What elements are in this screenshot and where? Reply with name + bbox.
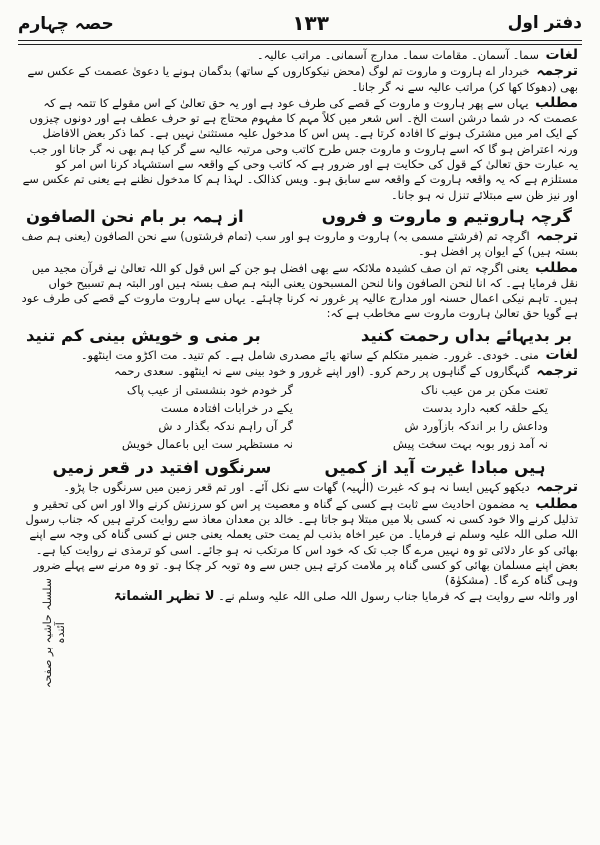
paragraph-text: خبردار اے ہاروت و ماروت تم لوگ (محض نیکوکاروں کے ساتھ) بدگمان ہونے یا دعویٰ عصمت کے عکس سے بھی (دھوکا کھا کر) مراتب عالیہ سے نہ گر جانا۔ [27,64,578,94]
paragraph-matlab [20,261,578,322]
couplet-block [56,381,548,453]
page-body [20,48,578,839]
paragraph-lead: ترجمہ [536,479,578,496]
paragraph-matlab [20,497,578,589]
couplet-hemistich: نہ آمد زور بوبہ بہت سخت پیش [392,437,548,452]
header-rule [18,40,582,41]
paragraph-text: یہاں سے پھر ہاروت و ماروت کے قصے کی طرف عود ہے اور یہ حق تعالیٰ کے اس مقولے کا تتمہ ہے کہ عصمت کہ در شما درشن است الخ۔ اس شعر میں کلاً مہم کا مفہوم محتاج ہے تو حرف عطف ہے اور دونوں چیزوں کے ایک امر میں مشترک ہونے کا افادہ کرتا ہے۔ پس اس کا مدخول علیہ مستثنیٰ نہیں ہے۔ کما ذکر بعض الافاضل ورنہ اعتراض ہو گا کہ اسے ہاروت و ماروت جس طرح کاتب وحی مرتبہ عالیہ سے گر کیا ہم بھی نہ گر جانا اور جب یہ عبارت حق تعالیٰ کے قول کی حکایت ہے اور ضرور ہے کہ کاتب وحی کے واقعہ سے استشہاد کرنا اس امر کو مستلزم ہے کہ یہ واقعہ ہاروت کے واقعہ سے سابق ہو۔ ویس کذالک۔ لہذا ہم کا مدخول نظنے ہے یعنی تم عکس سے اور نیز ظن سے مبتلائے تنزل نہ ہو جانا۔ [22,95,578,202]
verse-left: از ہمہ بر بام نحن الصافون [26,206,244,226]
paragraph-lughat [20,348,578,363]
verse-left: بر منی و خویش بینی کم تنید [26,325,261,345]
paragraph-tarjama [20,480,578,495]
paragraph-text: دیکھو کہیں ایسا نہ ہو کہ غیرت (الٰہیہ) گھات سے نکل آئے۔ اور تم قعر زمین میں سرنگوں جا پڑو۔ [63,480,530,495]
paragraph-lead: مطلب [535,259,578,276]
couplet-hemistich: وداعش را بر اندکہ بازآورد ش [404,419,548,434]
couplet-hemistich: تعنت مکن بر من عیب ناک [420,383,548,398]
paragraph-matlab [20,96,578,203]
paragraph-tarjama [20,364,578,379]
paragraph-lead: لغات [545,346,578,363]
paragraph-lead: ترجمہ [536,363,578,380]
volume-title: دفتر اول [507,13,582,33]
paragraph-text: منی۔ خودی۔ غرور۔ ضمیر متکلم کے ساتھ یائے مصدری شامل ہے۔ کم تنید۔ مت اکڑو مت اینٹھو۔ [80,347,539,362]
verse-right: بر بدیہائے بداں رحمت کنید [360,325,572,345]
verse-line [20,455,578,480]
paragraph-text: یعنی اگرچہ تم ان صف کشیدہ ملائکہ سے بھی افضل ہو جن کے اس قول کو اللہ تعالیٰ نے قرآن مجید میں نقل فرمایا ہے۔ کہ انا لنحن الصافون وانا لنحن المسبحون یعنی البتہ ہم صف بستہ ہیں اور البتہ ہم تسبیح خواں ہیں۔ تاہم نیکی اعمال حسنہ اور مدارج عالیہ پر غرور نہ کرنا چاہئے۔ یہاں سے ہاروت ماروت کے قصے کی طرف عود ہے گویا حق تعالیٰ ہاروت ماروت سے مخاطب ہے کہ: [21,260,578,321]
couplet-hemistich: یکے حلقہ کعبہ دارد بدست [422,401,548,416]
paragraph-last [20,589,578,604]
paragraph-lead: ترجمہ [536,227,578,244]
arabic-quote: لا تظہر الشماتۃ [113,589,215,605]
paragraph-text: سما۔ آسمان۔ مقامات سما۔ مدارج آسمانی۔ مراتب عالیہ۔ [256,48,539,62]
verse-line [20,323,578,348]
couplet-hemistich: یکے در خرابات افتادہ مست [160,401,293,416]
header-rule-thin [18,44,582,45]
paragraph-lughat [20,48,578,63]
couplet-hemistich: گر آں راہم ندکہ بگذار د ش [158,419,293,434]
section-title: حصہ چہارم [18,13,114,34]
page-number: ۱۳۳ [292,11,329,35]
paragraph-tarjama [20,64,578,95]
paragraph-text: اور واثلہ سے روایت ہے کہ فرمایا جناب رسول اللہ صلی اللہ علیہ وسلم نے۔ [218,589,578,604]
couplet-hemistich: نہ مستظہر ست ایں باعمال خویش [121,437,293,452]
paragraph-tarjama [20,229,578,260]
paragraph-lead: مطلب [535,495,578,512]
paragraph-lead: مطلب [535,94,578,111]
couplet-hemistich: گر خودم خود بنشستی از عیب پاک [126,383,293,398]
verse-line [20,204,578,229]
paragraph-text: اگرچہ تم (فرشتے مسمی بہ) ہاروت و ماروت ہو اور سب (تمام فرشتوں) سے نحن الصافون (یعنی ہم صف بستہ ہیں) کے ایوان پر افضل ہو۔ [21,228,578,259]
margin-handwritten-note: سلسلہ حاشیہ بر صفحہ آئندہ [41,578,67,688]
verse-right: ہیں مبادا غیرت آید از کمیں [324,458,546,478]
page-header [18,6,582,40]
paragraph-text: یہ مضمون احادیث سے ثابت ہے کسی کے گناہ و معصیت پر اس کو سرزنش کرنے والا اور اس کی تحقیر و تذلیل کرنے والا خود کسی نہ کسی بلا میں مبتلا ہو جاتا ہے۔ خالد بن معدان معاذ سے روایت کرتے ہیں کہ جناب رسول اللہ صلی اللہ علیہ وسلم نے فرمایا۔ من عیر اخاہ بذنب لم یمت حتی یعملہ یعنی جس نے کسی گناہ کی وجہ سے اپنے بھائی کو عار دلائی تو وہ نہیں مرے گا جب تک کہ خود اس کا مرتکب نہ ہو جائے۔ اسی کو ترمذی نے روایت کیا ہے۔ بعض اپنے مسلمان بھائی کو کسی گناہ پر ملامت کرتے ہیں جس سے وہ توبہ کر چکا ہو۔ تو وہ مرنے سے پہلے ضرور وہی گناہ کرے گا۔ (مشکوٰۃ) [25,496,578,588]
verse-right: گرچہ ہاروتیم و ماروت و فروں [321,206,572,226]
paragraph-lead: ترجمہ [536,63,578,80]
verse-left: سرنگوں افتید در قعر زمیں [52,458,272,478]
paragraph-text: گنہگاروں کے گناہوں پر رحم کرو۔ (اور اپنے غرور و خود بینی سے نہ اینٹھو۔ سعدی رحمہ [114,364,530,379]
paragraph-lead: لغات [545,48,578,63]
